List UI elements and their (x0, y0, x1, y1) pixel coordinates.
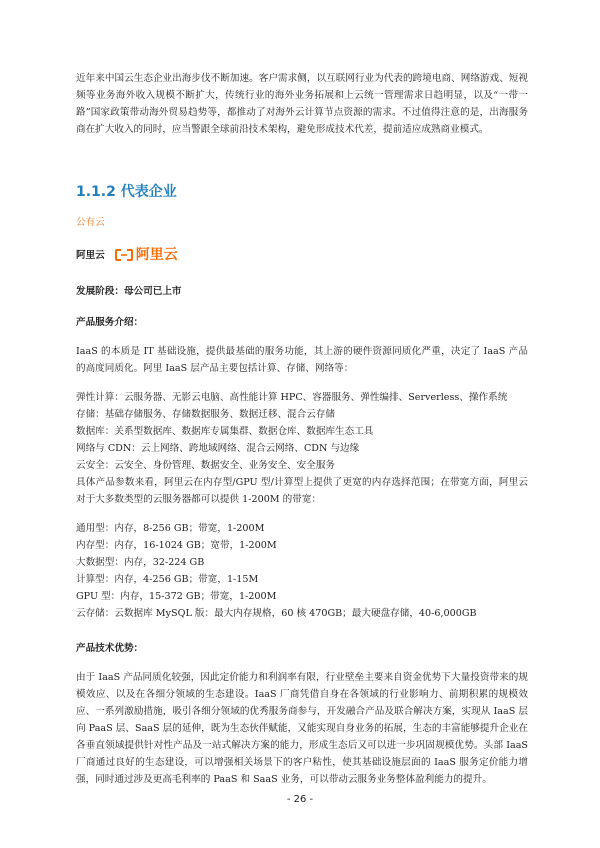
service-line: 具体产品参数来看，阿里云在内存型/GPU 型/计算型上提供了更宽的内存选择范围；在带宽方面，阿里云对于大多数类型的云服务器都可以提供 1-200M 的带宽： (76, 477, 528, 505)
product-intro-heading: 产品服务介绍： (76, 317, 144, 328)
tech-advantage-paragraph: 由于 IaaS 产品同质化较强，因此定价能力和利润率有限，行业壁垒主要来自资金优势下大量投资带来的规模效应、以及在各细分领域的生态建设。IaaS 厂商凭借自身在各领域的行业影响力、前期积累的规模效应、一系列激励措施，吸引各细分领域的优秀服务商参与，开发融合产品及联合解决方案，实现从 IaaS 层向 PaaS 层、SaaS 层的延伸，既为生态伙伴赋能，又能实现自身业务的拓展，生态的丰富能够提升企业在各垂直领域提供针对性产品及一站式解决方案的能力，形成生态后又可以进一步巩固规模优势。头部 IaaS 厂商通过良好的生态建设，可以增强相关场景下的客户粘性，使其基础设施层面的 IaaS 服务定价能力增强，同时通过涉及更高毛利率的 PaaS 和 SaaS 业务，可以带动云服务业务整体盈利能力的提升。 (76, 672, 528, 785)
section-title: 1.1.2 代表企业 (76, 184, 177, 200)
page-content (76, 70, 528, 788)
service-line: 数据库：关系型数据库、数据库专属集群、数据仓库、数据库生态工具 (76, 426, 374, 437)
service-list (76, 389, 528, 508)
tech-advantage-heading: 产品技术优势： (76, 643, 144, 654)
page-number: - 26 - (286, 794, 314, 805)
spec-line: 计算型：内存，4-256 GB；带宽，1-15M (76, 574, 259, 585)
spec-list (76, 520, 528, 622)
service-line: 存储：基础存储服务、存储数据服务、数据迁移、混合云存储 (76, 409, 336, 420)
spec-line: GPU 型：内存，15-372 GB；带宽，1-200M (76, 591, 277, 602)
service-line: 云安全：云安全、身份管理、数据安全、业务安全、安全服务 (76, 460, 336, 471)
spec-line: 云存储：云数据库 MySQL 版：最大内存规格，60 核 470GB；最大硬盘存储，40-6,000GB (76, 608, 477, 619)
service-line: 弹性计算：云服务器、无影云电脑、高性能计算 HPC、容器服务、弹性编排、Serverless、操作系统 (76, 392, 508, 403)
spec-line: 通用型：内存，8-256 GB；带宽，1-200M (76, 523, 265, 534)
service-line: 网络与 CDN：云上网络、跨地域网络、混合云网络、CDN 与边缘 (76, 443, 360, 454)
logo-text: 阿里云 (135, 246, 178, 263)
spec-line: 大数据型：内存，32-224 GB (76, 557, 205, 568)
company-name: 阿里云 (76, 249, 105, 261)
aliyun-bracket-icon (115, 249, 133, 261)
product-intro-paragraph: IaaS 的本质是 IT 基础设施，提供最基础的服务功能，其上游的硬件资源同质化严重，决定了 IaaS 产品的高度同质化。阿里 IaaS 层产品主要包括计算、存储、网络等： (76, 346, 528, 374)
spec-line: 内存型：内存，16-1024 GB；宽带，1-200M (76, 540, 277, 551)
development-stage: 发展阶段：母公司已上市 (76, 286, 182, 297)
aliyun-logo (115, 247, 178, 264)
category-label: 公有云 (76, 217, 105, 228)
intro-paragraph: 近年来中国云生态企业出海步伐不断加速。客户需求侧，以互联网行业为代表的跨境电商、网络游戏、短视频等业务海外收入规模不断扩大，传统行业的海外业务拓展和上云统一管理需求日趋明显，以及“一带一路”国家政策带动海外贸易趋势等，都推动了对海外云计算节点资源的需求。不过值得注意的是，出海服务商在扩大收入的同时，应当警跟全球前沿技术架构，避免形成技术代差，提前适应成熟商业模式。 (76, 73, 528, 135)
company-header (76, 245, 528, 265)
